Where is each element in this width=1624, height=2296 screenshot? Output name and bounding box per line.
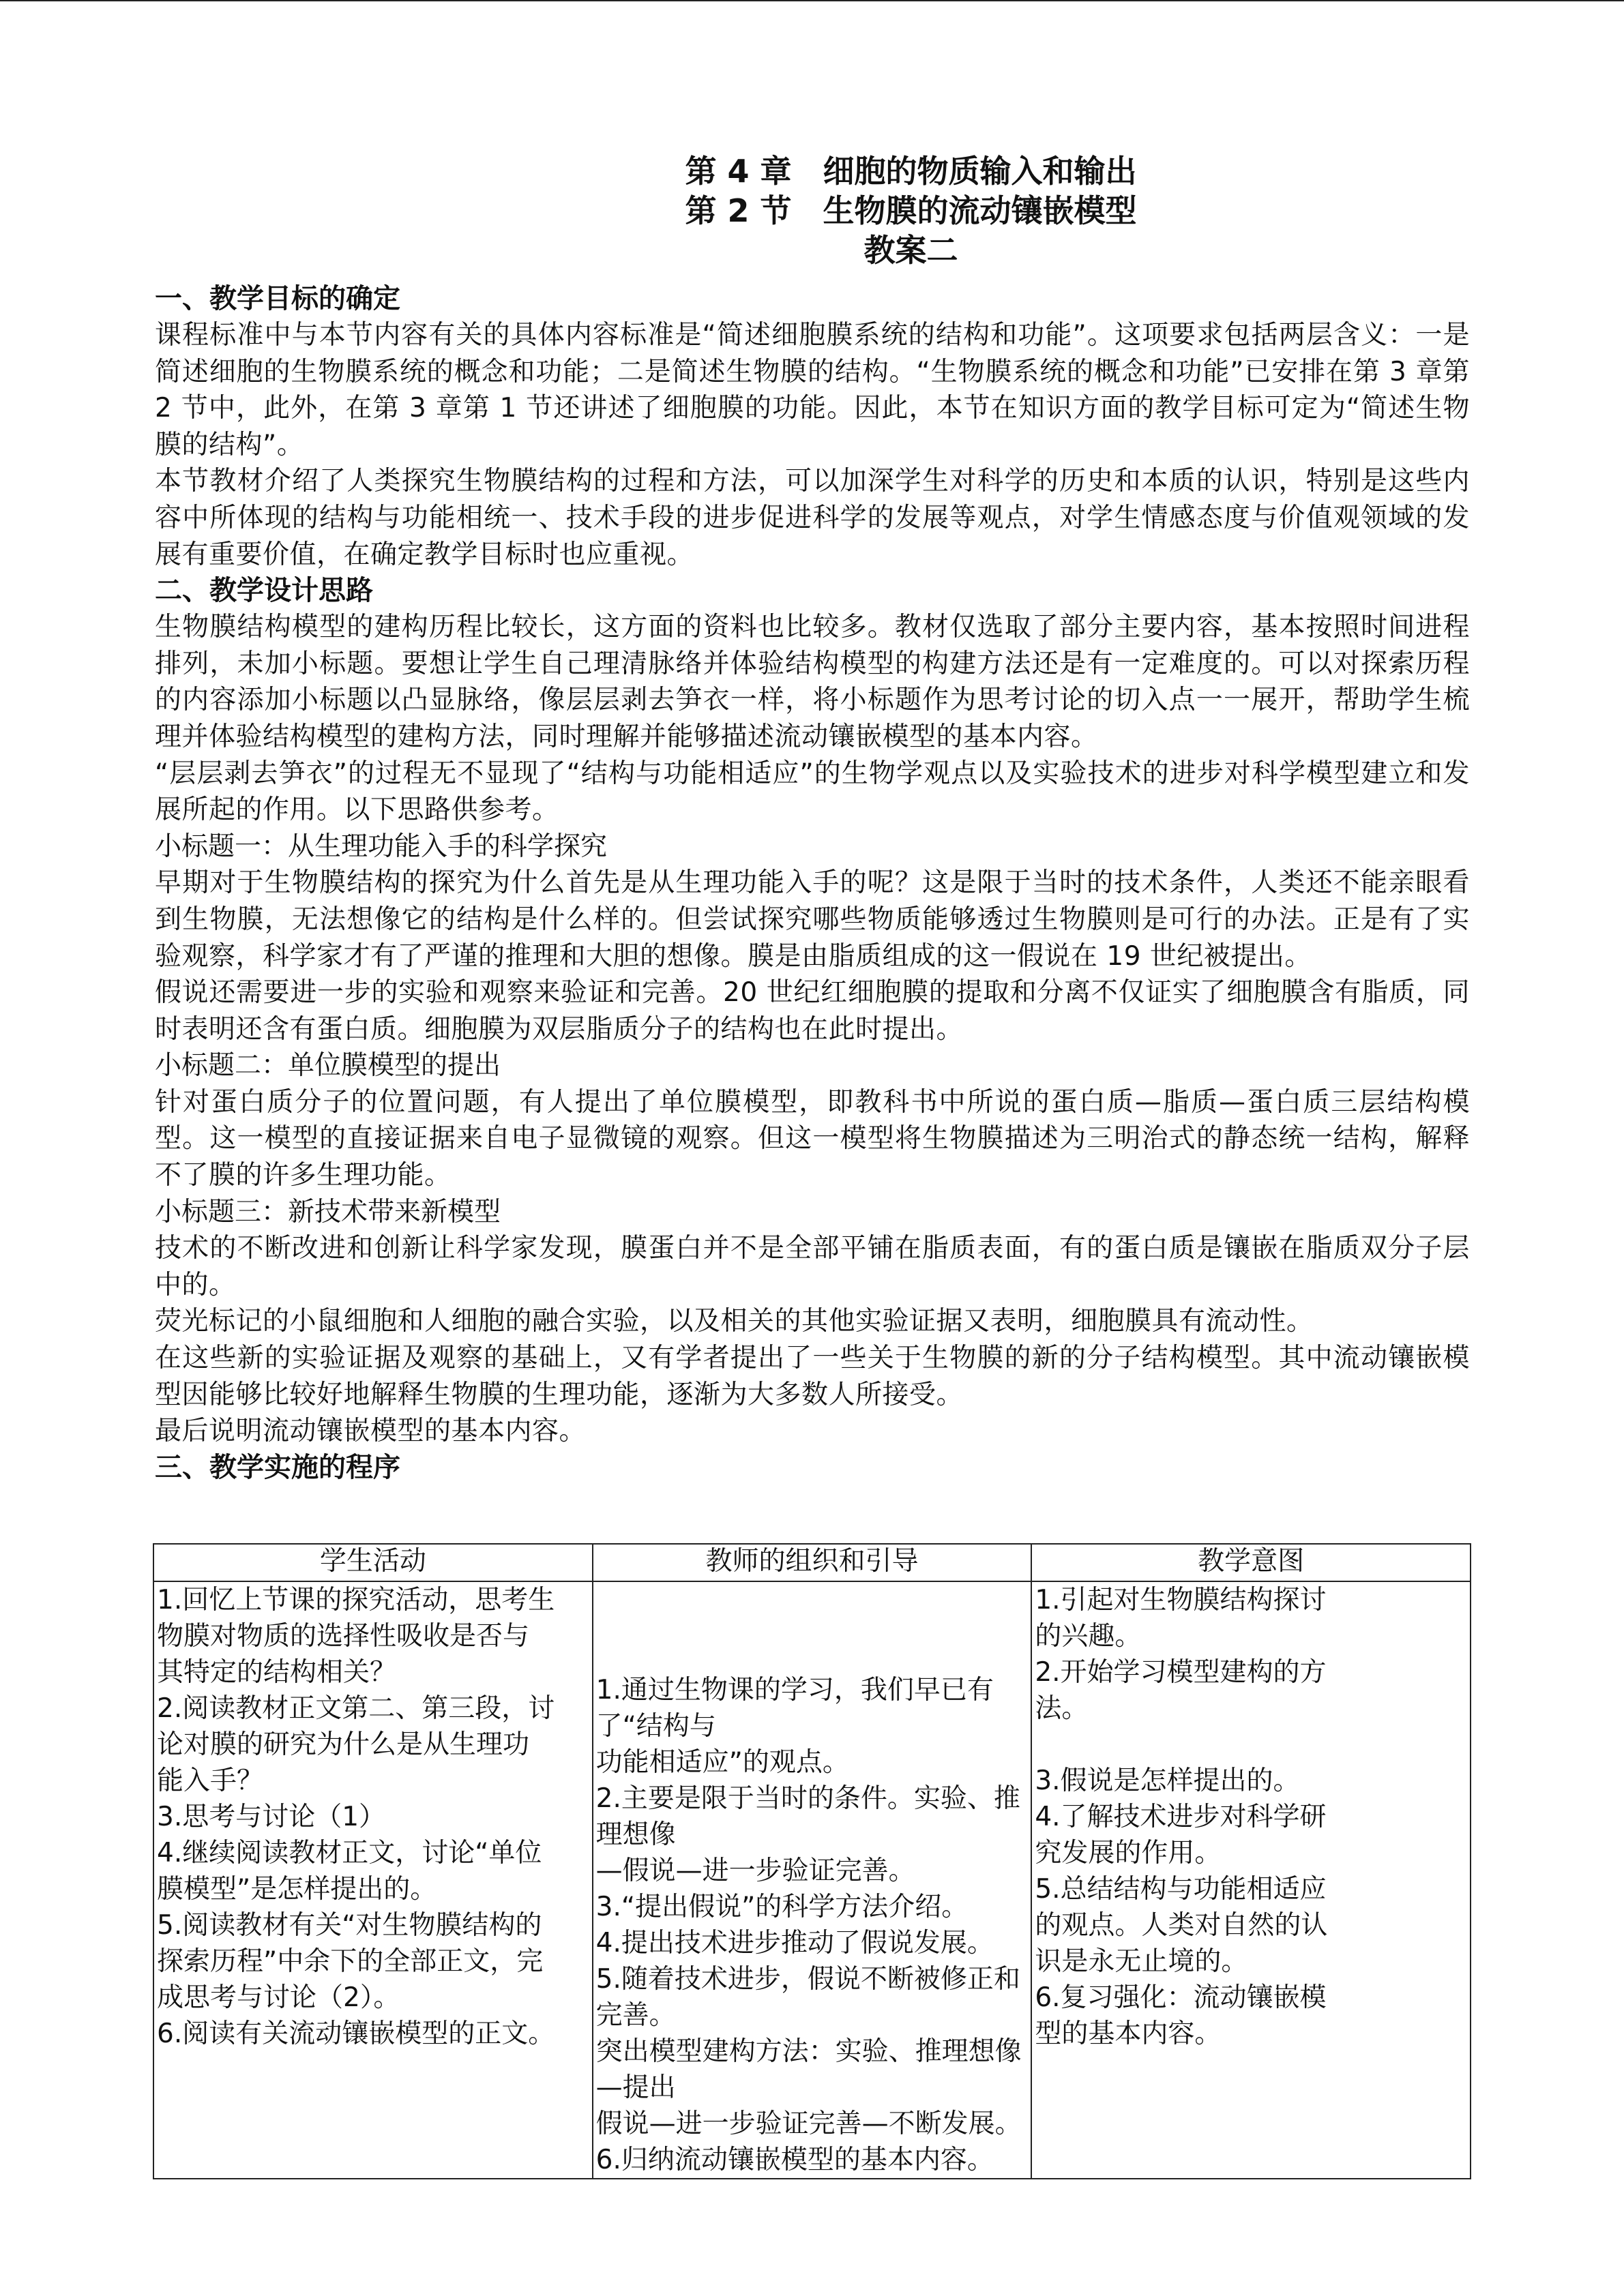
list-item: 探索历程”中余下的全部正文，完 [157, 1946, 544, 1977]
paragraph: 早期对于生物膜结构的探究为什么首先是从生理功能入手的呢？这是限于当时的技术条件，人类还不能亲眼看到生物膜，无法想像它的结构是什么样的。但尝试探究哪些物质能够透过生物膜则是可行的办法。正是有了实验观察，科学家才有了严谨的推理和大胆的想像。膜是由脂质组成的这一假说在 19 世纪被提出。 [155, 867, 1470, 972]
list-item: 1.引起对生物膜结构探讨 [1035, 1585, 1327, 1615]
spacer [1035, 1727, 1467, 1763]
teacher-guidance-cell [593, 1581, 1032, 2179]
list-item: 1.通过生物课的学习，我们早已有了“结构与 [595, 1675, 994, 1742]
paragraph: 针对蛋白质分子的位置问题，有人提出了单位膜模型，即教科书中所说的蛋白质—脂质—蛋白质三层结构模型。这一模型的直接证据来自电子显微镜的观察。但这一模型将生物膜描述为三明治式的静态统一结构，解释不了膜的许多生理功能。 [155, 1086, 1470, 1191]
student-activity-cell [153, 1581, 593, 2179]
list-item: 6.归纳流动镶嵌模型的基本内容。 [595, 2145, 994, 2175]
paragraph: 生物膜结构模型的建构历程比较长，这方面的资料也比较多。教材仅选取了部分主要内容，基本按照时间进程排列，未加小标题。要想让学生自己理清脉络并体验结构模型的构建方法还是有一定难度的。可以对探索历程的内容添加小标题以凸显脉络，像层层剥去笋衣一样，将小标题作为思考讨论的切入点一一展开，帮助学生梳理并体验结构模型的建构方法，同时理解并能够描述流动镶嵌模型的基本内容。 [155, 612, 1470, 752]
subtitle-one: 小标题一：从生理功能入手的科学探究 [155, 831, 608, 862]
list-item: 3.“提出假说”的科学方法介绍。 [595, 1892, 969, 1922]
list-item: 的兴趣。 [1035, 1621, 1142, 1652]
list-item: 物膜对物质的选择性吸收是否与 [157, 1621, 530, 1652]
chapter-title: 第 4 章 细胞的物质输入和输出 [685, 153, 1137, 190]
document-body [155, 281, 1470, 1486]
list-item: 5.随着技术进步，假说不断被修正和完善。 [595, 1964, 1020, 2031]
list-item: 功能相适应”的观点。 [595, 1747, 849, 1778]
table-header-row [153, 1544, 1471, 1581]
title-block [0, 151, 1624, 270]
list-item: 型的基本内容。 [1035, 2018, 1222, 2049]
list-item: 2.阅读教材正文第二、第三段，讨 [157, 1693, 555, 1724]
heading-design-ideas: 二、教学设计思路 [155, 575, 373, 607]
paragraph: 在这些新的实验证据及观察的基础上，又有学者提出了一些关于生物膜的新的分子结构模型。其中流动镶嵌模型因能够比较好地解释生物膜的生理功能，逐渐为大多数人所接受。 [155, 1343, 1470, 1410]
list-item: 1.回忆上节课的探究活动，思考生 [157, 1585, 555, 1615]
list-item: 膜模型”是怎样提出的。 [157, 1874, 437, 1905]
paragraph: 最后说明流动镶嵌模型的基本内容。 [155, 1416, 587, 1447]
paragraph: 本节教材介绍了人类探究生物膜结构的过程和方法，可以加深学生对科学的历史和本质的认识，特别是这些内容中所体现的结构与功能相统一、技术手段的进步促进科学的发展等观点，对学生情感态度与价值观领域的发展有重要价值，在确定教学目标时也应重视。 [155, 466, 1470, 570]
list-item: 4.了解技术进步对科学研 [1035, 1802, 1327, 1832]
list-item: 的观点。人类对自然的认 [1035, 1910, 1328, 1941]
list-item: 假说—进一步验证完善—不断发展。 [595, 2108, 1022, 2139]
list-item: 能入手？ [157, 1765, 264, 1796]
list-item: 5.总结结构与功能相适应 [1035, 1874, 1327, 1905]
list-item: 6.阅读有关流动镶嵌模型的正文。 [157, 2018, 555, 2049]
heading-procedure: 三、教学实施的程序 [155, 1451, 400, 1483]
list-item: 法。 [1035, 1693, 1089, 1724]
header-teacher-guidance: 教师的组织和引导 [593, 1544, 1032, 1581]
paragraph: “层层剥去笋衣”的过程无不显现了“结构与功能相适应”的生物学观点以及实验技术的进步对科学模型建立和发展所起的作用。以下思路供参考。 [155, 758, 1470, 826]
list-item: 3.假说是怎样提出的。 [1035, 1765, 1300, 1796]
list-item: 其特定的结构相关？ [157, 1657, 397, 1688]
list-item: 6.复习强化：流动镶嵌模 [1035, 1982, 1327, 2013]
list-item: 2.主要是限于当时的条件。实验、推理想像 [595, 1783, 1020, 1850]
document-subtitle: 教案二 [863, 232, 958, 269]
list-item: 5.阅读教材有关“对生物膜结构的 [157, 1910, 542, 1941]
paragraph: 假说还需要进一步的实验和观察来验证和完善。20 世纪红细胞膜的提取和分离不仅证实了细胞膜含有脂质，同时表明还含有蛋白质。细胞膜为双层脂质分子的结构也在此时提出。 [155, 977, 1470, 1045]
list-item: 究发展的作用。 [1035, 1838, 1222, 1868]
header-student-activity: 学生活动 [153, 1544, 593, 1581]
list-item: 论对膜的研究为什么是从生理功 [157, 1729, 530, 1760]
list-item: 识是永无止境的。 [1035, 1946, 1248, 1977]
heading-teaching-goals: 一、教学目标的确定 [155, 283, 400, 314]
paragraph: 课程标准中与本节内容有关的具体内容标准是“简述细胞膜系统的结构和功能”。这项要求包括两层含义：一是简述细胞的生物膜系统的概念和功能；二是简述生物膜的结构。“生物膜系统的概念和功能”已安排在第 3 章第 2 节中，此外，在第 3 章第 1 节还讲述了细胞膜的功能。因此，本节在知识方面的教学目标可定为“简述生物膜的结构”。 [155, 320, 1470, 460]
list-item: 突出模型建构方法：实验、推理想像—提出 [595, 2036, 1022, 2103]
procedure-table [153, 1543, 1471, 2179]
paragraph: 荧光标记的小鼠细胞和人细胞的融合实验，以及相关的其他实验证据又表明，细胞膜具有流动性。 [155, 1306, 1314, 1337]
paragraph: 技术的不断改进和创新让科学家发现，膜蛋白并不是全部平铺在脂质表面，有的蛋白质是镶嵌在脂质双分子层中的。 [155, 1233, 1470, 1300]
list-item: 4.继续阅读教材正文，讨论“单位 [157, 1838, 542, 1868]
list-item: 2.开始学习模型建构的方 [1035, 1657, 1327, 1688]
header-teaching-intent: 教学意图 [1031, 1544, 1471, 1581]
subtitle-three: 小标题三：新技术带来新模型 [155, 1196, 501, 1227]
list-item: 3.思考与讨论（1） [157, 1802, 386, 1832]
teaching-intent-cell [1031, 1581, 1471, 2179]
subtitle-two: 小标题二：单位膜模型的提出 [155, 1050, 501, 1082]
list-item: 成思考与讨论（2）。 [157, 1982, 400, 2013]
list-item: 4.提出技术进步推动了假说发展。 [595, 1928, 994, 1958]
list-item: —假说—进一步验证完善。 [595, 1855, 915, 1886]
table-row [153, 1581, 1471, 2179]
section-title: 第 2 节 生物膜的流动镶嵌模型 [685, 192, 1137, 229]
